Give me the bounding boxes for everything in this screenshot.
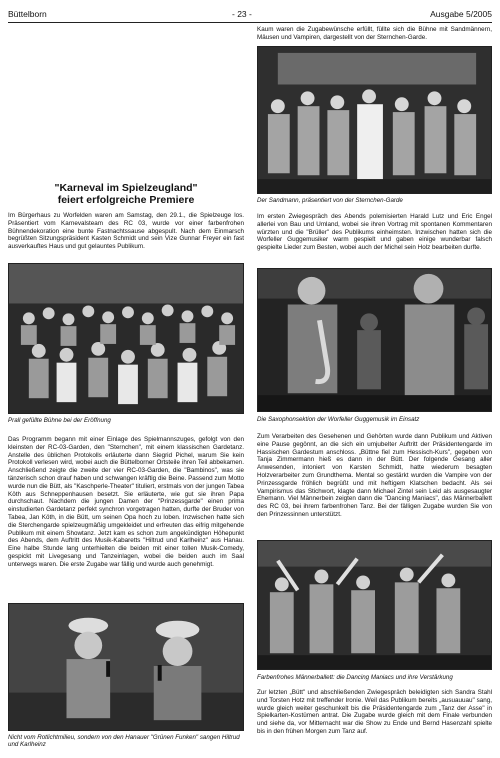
photo-guggemusik — [257, 268, 492, 412]
article-title-line1: "Karneval im Spielzeugland" — [54, 182, 198, 194]
caption-sandmann: Der Sandmann, präsentiert von der Sternchen-Garde — [257, 197, 403, 204]
page-header — [8, 9, 492, 21]
caption-stage-opening: Prall gefüllte Bühne bei der Eröffnung — [8, 417, 111, 424]
header-divider — [8, 22, 492, 23]
photo-stage-opening — [8, 263, 244, 414]
article-program: Das Programm begann mit einer Einlage des Spielmannszuges, gefolgt von den kleinsten der RC-03-Garden, den "Sternchen", mit einem klassischen Gardetanz. Anstelle des üblichen Protokolls erläuterte dann Siegrid Pichel, warum Sie kein Protokoll verlesen wird, wobei auch die Büttelborner Ortsteile ihren Teil abbekamen. Anschließend zeigte die zweite der vier RC-03-Garden, die "Bambinos", was sie tänzerisch schon drauf haben und schwangen kräftig die Beine. Passend zum Motto wurde nun die Bütt, als "Kaschperle-Theater" tituliert, erstmals von der jungen Tabea Köth aus Schneppenhausen besetzt. Sie erläuterte, wie gut sie ihren Papa durchschaut. Nachdem die jungen Damen der "Prinzessgarde" einen prima einstudierten Gardetanz perfekt synchron vorgetragen hatten, durfte der Bruder von Tabea, Jan Köth, in die Bütt, um seinen Opa hoch zu loben. Inzwischen hatte sich die Sterchengarde spielzeugmäßig umgekleidet und erfreuten das eifrig mitgehende Publikum mit einem Showtanz. Jetzt kam es schon zum angekündigten Höhepunkt des Abends, dem Auftritt des Musik-Kabaretts "Hiltrud und Karlheinz" aus Hanau. Eine halbe Stunde lang unterhielten die beiden mit einer tollen Musik-Comedy, gespickt mit Livegesang und Tanzeinlagen, wobei die beiden auch im Saal unterwegs waren. Die erste Zugabe war fällig und wurde auch genehmigt. — [8, 436, 244, 568]
article-title-line2: feiert erfolgreiche Premiere — [57, 193, 195, 206]
caption-guggemusik: Die Saxophonsektion der Worfeller Guggemusik im Einsatz — [257, 416, 420, 423]
caption-dancing-maniacs: Farbenfrohes Männerballett: die Dancing Maniacs und ihre Verstärkung — [257, 674, 453, 681]
article-intro: Im Bürgerhaus zu Worfelden waren am Samstag, den 29.1., die Spielzeuge los. Präsentiert vom Karnevalsteam des RC 03, wurde vor einer farbenfrohen Bühnendekoration eine bunte Fastnachtssause abgespult. Nach dem Einmarsch begrüßten Sitzungspräsident Kasten Schmidt und sein Vize Gunnar Freyer ein fast ausverkauftes Haus und gut gelauntes Publikum. — [8, 212, 244, 251]
photo-dancing-maniacs — [257, 540, 492, 670]
article-finale: Zur letzten „Bütt" und abschließenden Zwiegespräch beleidigten sich Sandra Stahl und Torsten Hotz mit treffender Ironie. Weil das Publikum bereits „ausuauuau" sang, wurde gleich weiter geschunkelt bis die Präsidentengarde zum „Tanz der Asse" in Spielkarten-Kostümen antrat. Die Zugabe wurde gleich mit dem Finale verbunden und siehe da, vor Mitternacht war die Show zu Ende und Bernd Hasenzahl spielte bis in den frühen Morgen zum Tanz auf. — [257, 689, 492, 735]
article-pause: Zum Verarbeiten des Gesehenen und Gehörten wurde dann Publikum und Aktiven eine Pause gegönnt, an die sich ein umjubelter Auftritt der Präsidentengarde im Hassischen Gardestum anschloss. „Büttne fiel zum Hessisch-Kurs", gegeben von Tanja Zimmermann hieß es dann in der Bütt. Der folgende Gesang aller Anwesenden, intoniert von Karsten Schmidt, hatte wiederum besagten Holzverarbeiter zum Grundthema. Mental so gestärkt wurden die Vampire von der Prinzessgarde fröhlich begrüßt und mit heftigem Klatschen bedacht. Als sei Vampirismus das Stichwort, klagte dann Michael Zintel sein Leid als ausgesaugter Ehemann. Viel Männerbein zeigten dann die "Dancing Maniacs", das Männerballett des RC 03, bei ihrem farbenfrohen Tanz. Bei der fälligen Zugabe wurden Sie von den Prinzessinnen unterstützt. — [257, 433, 492, 518]
header-town: Büttelborn — [8, 9, 47, 19]
article-title — [8, 183, 244, 206]
caption-hiltrud-karlheinz: Nicht vom Rotlichtmilieu, sondern von den Hanauer "Grünen Funken" sangen Hiltrud und Karlheinz — [8, 734, 240, 749]
article-zwiegespraech: Im ersten Zwiegespräch des Abends polemisierten Harald Lutz und Eric Engel allerlei von Bau und Umland, wobei sie ihren Vortrag mit spontanen Kommentaren würzten und die "Brüller" des Publikums einheimsten. Inzwischen hatten sich die Worfeller Guggemusiker warm gespielt und gaben einige wunderbar falsch gespielte Lieder zum Besten, wobei auch der Michel sein Holz bearbeiten durfte. — [257, 213, 492, 252]
photo-sandmann — [257, 46, 492, 194]
article-sandmann-intro: Kaum waren die Zugabewünsche erfüllt, füllte sich die Bühne mit Sandmännern, Mäusen und Vampiren, dargestellt von der Sternchen-Garde. — [257, 26, 492, 41]
photo-hiltrud-karlheinz — [8, 603, 244, 731]
header-page-number: - 23 - — [232, 9, 252, 19]
header-issue: Ausgabe 5/2005 — [430, 9, 492, 19]
